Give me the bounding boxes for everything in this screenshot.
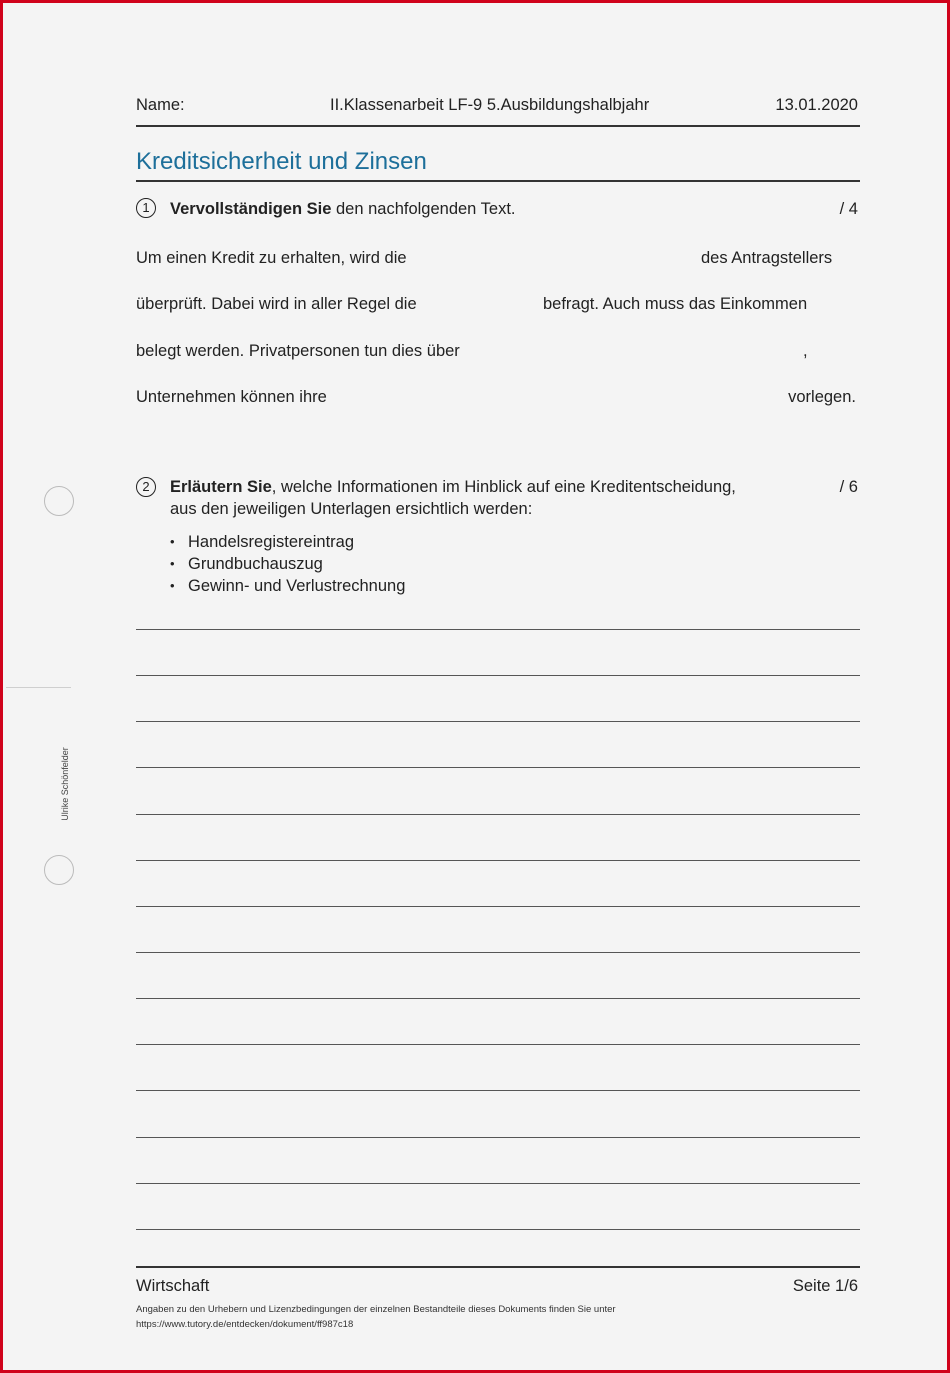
answer-line[interactable] (136, 1137, 860, 1138)
answer-line[interactable] (136, 1229, 860, 1230)
gap-line4-end: vorlegen. (788, 388, 856, 406)
task1-rest: den nachfolgenden Text. (331, 200, 516, 218)
answer-line[interactable] (136, 952, 860, 953)
exam-title: II.Klassenarbeit LF-9 5.Ausbildungshalbjahr (330, 96, 650, 114)
license-link[interactable]: https://www.tutory.de/entdecken/dokument/ff987c18 (136, 1319, 354, 1330)
document-list (170, 531, 405, 597)
answer-line[interactable] (136, 860, 860, 861)
task1-verb: Vervollständigen Sie (170, 200, 332, 218)
answer-line[interactable] (136, 721, 860, 722)
task1-instruction (170, 200, 516, 219)
fold-mark (6, 687, 71, 688)
task2-rest: , welche Informationen im Hinblick auf eine Kreditentscheidung, (271, 478, 736, 496)
punch-hole-icon (44, 855, 74, 885)
gap-line4-start: Unternehmen können ihre (136, 388, 327, 406)
list-item: • Grundbuchauszug (170, 553, 405, 575)
gap-line3-comma: , (803, 342, 808, 360)
exam-date: 13.01.2020 (775, 96, 858, 114)
answer-line[interactable] (136, 1090, 860, 1091)
answer-line[interactable] (136, 767, 860, 768)
header-rule (136, 125, 860, 127)
answer-line[interactable] (136, 629, 860, 630)
task2-points: / 6 (839, 478, 858, 496)
task2-number: 2 (136, 477, 156, 497)
task1-points: / 4 (839, 200, 858, 218)
footer-page-number: Seite 1/6 (792, 1277, 858, 1295)
gap-line2-start: überprüft. Dabei wird in aller Regel die (136, 295, 417, 313)
list-item: • Handelsregistereintrag (170, 531, 405, 553)
task2-instruction (170, 478, 736, 497)
gap-line3-start: belegt werden. Privatpersonen tun dies über (136, 342, 460, 360)
gap-line1-start: Um einen Kredit zu erhalten, wird die (136, 249, 407, 267)
answer-line[interactable] (136, 906, 860, 907)
list-item: • Gewinn- und Verlustrechnung (170, 575, 405, 597)
footer-subject: Wirtschaft (136, 1277, 210, 1295)
page-title: Kreditsicherheit und Zinsen (136, 148, 427, 175)
punch-hole-icon (44, 486, 74, 516)
answer-line[interactable] (136, 1183, 860, 1184)
task2-verb: Erläutern Sie (170, 478, 272, 496)
gap-line2-end: befragt. Auch muss das Einkommen (543, 295, 808, 313)
author-credit: Ulrike Schönfelder (60, 747, 70, 821)
answer-line[interactable] (136, 998, 860, 999)
answer-line[interactable] (136, 675, 860, 676)
gap-line1-end: des Antragstellers (701, 249, 833, 267)
answer-line[interactable] (136, 814, 860, 815)
title-rule (136, 180, 860, 182)
license-note: Angaben zu den Urhebern und Lizenzbedingungen der einzelnen Bestandteile dieses Dokuments finden Sie unter (136, 1304, 616, 1315)
footer-rule (136, 1266, 860, 1268)
answer-line[interactable] (136, 1044, 860, 1045)
task1-number: 1 (136, 198, 156, 218)
task2-instruction-line2: aus den jeweiligen Unterlagen ersichtlich werden: (170, 500, 533, 518)
name-label: Name: (136, 96, 185, 114)
